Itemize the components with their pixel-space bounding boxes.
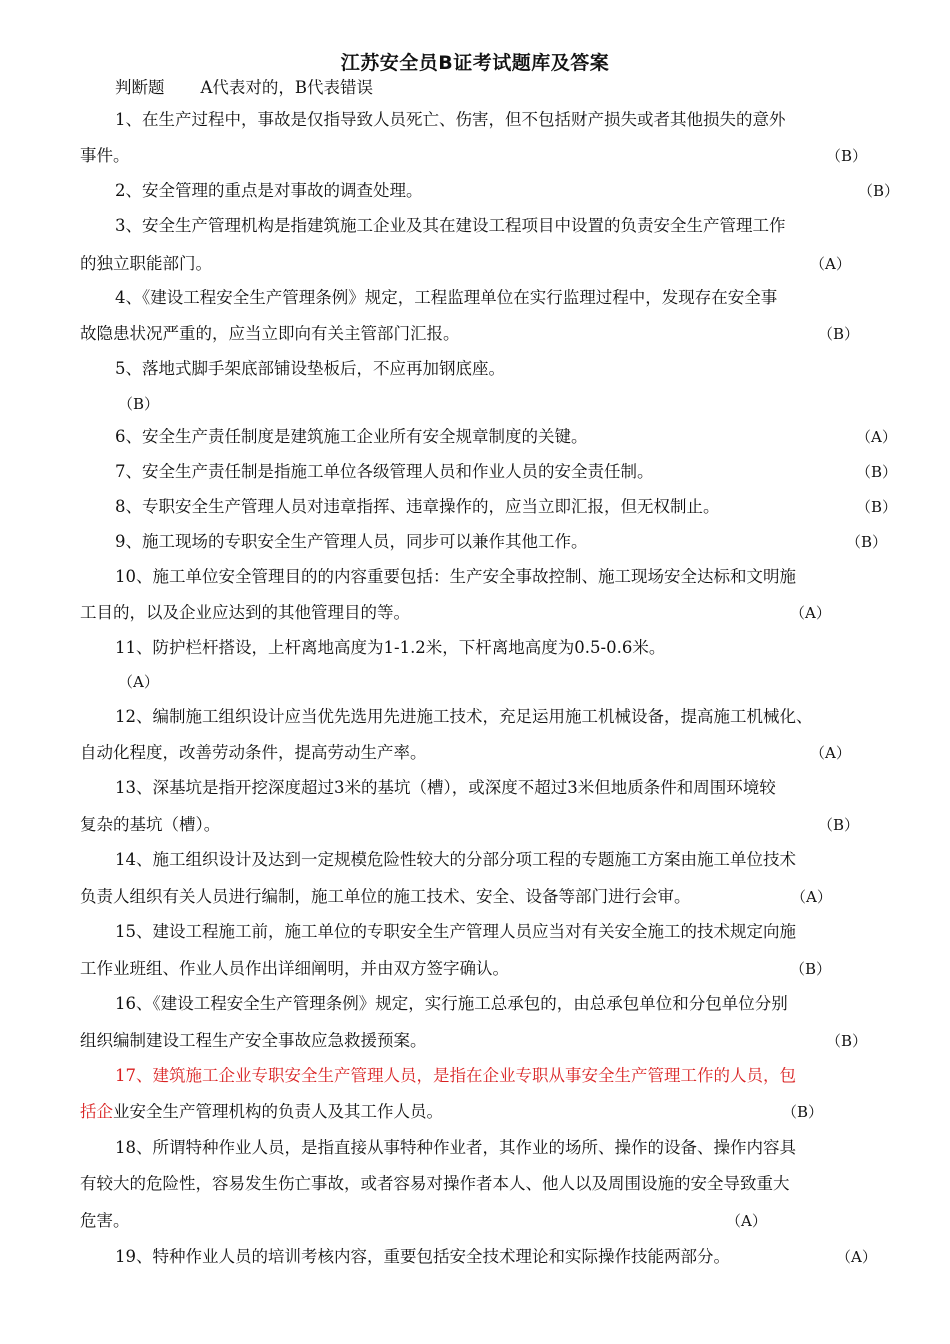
document-title: 江苏安全员B证考试题库及答案 (340, 52, 610, 74)
answer-legend: A代表对的，B代表错误 (200, 78, 374, 97)
question-line-highlighted: 17、建筑施工企业专职安全生产管理人员，是指在企业专职从事安全生产管理工作的人员，包 (115, 1066, 796, 1085)
question-line: 4、《建设工程安全生产管理条例》规定，工程监理单位在实行监理过程中，发现存在安全事 (115, 288, 778, 307)
question-line: 15、建设工程施工前，施工单位的专职安全生产管理人员应当对有关安全施工的技术规定向施 (115, 922, 796, 941)
question-line: 6、安全生产责任制度是建筑施工企业所有安全规章制度的关键。 (115, 427, 588, 446)
question-line: 19、特种作业人员的培训考核内容，重要包括安全技术理论和实际操作技能两部分。 (115, 1247, 730, 1266)
answer-label: （B） (826, 147, 868, 165)
highlighted-text: 括企 (80, 1102, 113, 1121)
answer-label: （B） (826, 1032, 868, 1050)
question-line: 1、在生产过程中，事故是仅指导致人员死亡、伤害，但不包括财产损失或者其他损失的意外 (115, 110, 786, 129)
question-line: 负责人组织有关人员进行编制，施工单位的施工技术、安全、设备等部门进行会审。 (80, 887, 691, 906)
question-line: 的独立职能部门。 (80, 254, 212, 273)
question-line: 10、施工单位安全管理目的的内容重要包括：生产安全事故控制、施工现场安全达标和文明施 (115, 567, 796, 586)
answer-label: （B） (856, 463, 898, 481)
question-line: 复杂的基坑（槽）。 (80, 815, 221, 834)
question-line: 14、施工组织设计及达到一定规模危险性较大的分部分项工程的专题施工方案由施工单位技术 (115, 850, 796, 869)
answer-label: （A） (790, 604, 831, 622)
question-line: 8、专职安全生产管理人员对违章指挥、违章操作的，应当立即汇报，但无权制止。 (115, 497, 720, 516)
question-text: 业安全生产管理机构的负责人及其工作人员。 (113, 1102, 443, 1121)
question-line: 工目的，以及企业应达到的其他管理目的等。 (80, 603, 410, 622)
question-line: 危害。 (80, 1211, 130, 1230)
question-line: 13、深基坑是指开挖深度超过3米的基坑（槽），或深度不超过3米但地质条件和周围环境较 (115, 778, 776, 797)
question-line: 自动化程度，改善劳动条件，提高劳动生产率。 (80, 743, 427, 762)
answer-label: （B） (790, 960, 832, 978)
question-line: 18、所谓特种作业人员，是指直接从事特种作业者，其作业的场所、操作的设备、操作内容具 (115, 1138, 796, 1157)
question-line: 事件。 (80, 146, 130, 165)
answer-label: （B） (118, 395, 160, 413)
answer-label: （B） (858, 182, 900, 200)
answer-label: （A） (791, 888, 832, 906)
answer-label: （A） (836, 1248, 877, 1266)
question-line: 11、防护栏杆搭设，上杆离地高度为1-1.2米，下杆离地高度为0.5-0.6米。 (115, 638, 666, 657)
question-line: 12、编制施工组织设计应当优先选用先进施工技术，充足运用施工机械设备，提高施工机械化、 (115, 707, 813, 726)
answer-label: （B） (818, 816, 860, 834)
answer-label: （A） (810, 255, 851, 273)
question-line: 9、施工现场的专职安全生产管理人员，同步可以兼作其他工作。 (115, 532, 588, 551)
question-line (80, 1100, 443, 1124)
question-line: 故隐患状况严重的，应当立即向有关主管部门汇报。 (80, 324, 460, 343)
section-label: 判断题 (115, 78, 165, 97)
answer-label: （B） (818, 325, 860, 343)
question-line: 5、落地式脚手架底部铺设垫板后，不应再加钢底座。 (115, 359, 505, 378)
answer-label: （B） (846, 533, 888, 551)
section-header (115, 74, 409, 98)
question-line: 组织编制建设工程生产安全事故应急救援预案。 (80, 1031, 427, 1050)
question-line: 16、《建设工程安全生产管理条例》规定，实行施工总承包的，由总承包单位和分包单位分别 (115, 994, 788, 1013)
answer-label: （A） (856, 428, 897, 446)
answer-label: （B） (856, 498, 898, 516)
question-line: 有较大的危险性，容易发生伤亡事故，或者容易对操作者本人、他人以及周围设施的安全导致重大 (80, 1174, 790, 1193)
question-line: 2、安全管理的重点是对事故的调查处理。 (115, 181, 423, 200)
question-line: 7、安全生产责任制是指施工单位各级管理人员和作业人员的安全责任制。 (115, 462, 654, 481)
answer-label: （A） (118, 673, 159, 691)
question-line: 工作业班组、作业人员作出详细阐明，并由双方签字确认。 (80, 959, 509, 978)
question-line: 3、安全生产管理机构是指建筑施工企业及其在建设工程项目中设置的负责安全生产管理工作 (115, 216, 786, 235)
answer-label: （A） (726, 1212, 767, 1230)
answer-label: （A） (810, 744, 851, 762)
answer-label: （B） (782, 1103, 824, 1121)
